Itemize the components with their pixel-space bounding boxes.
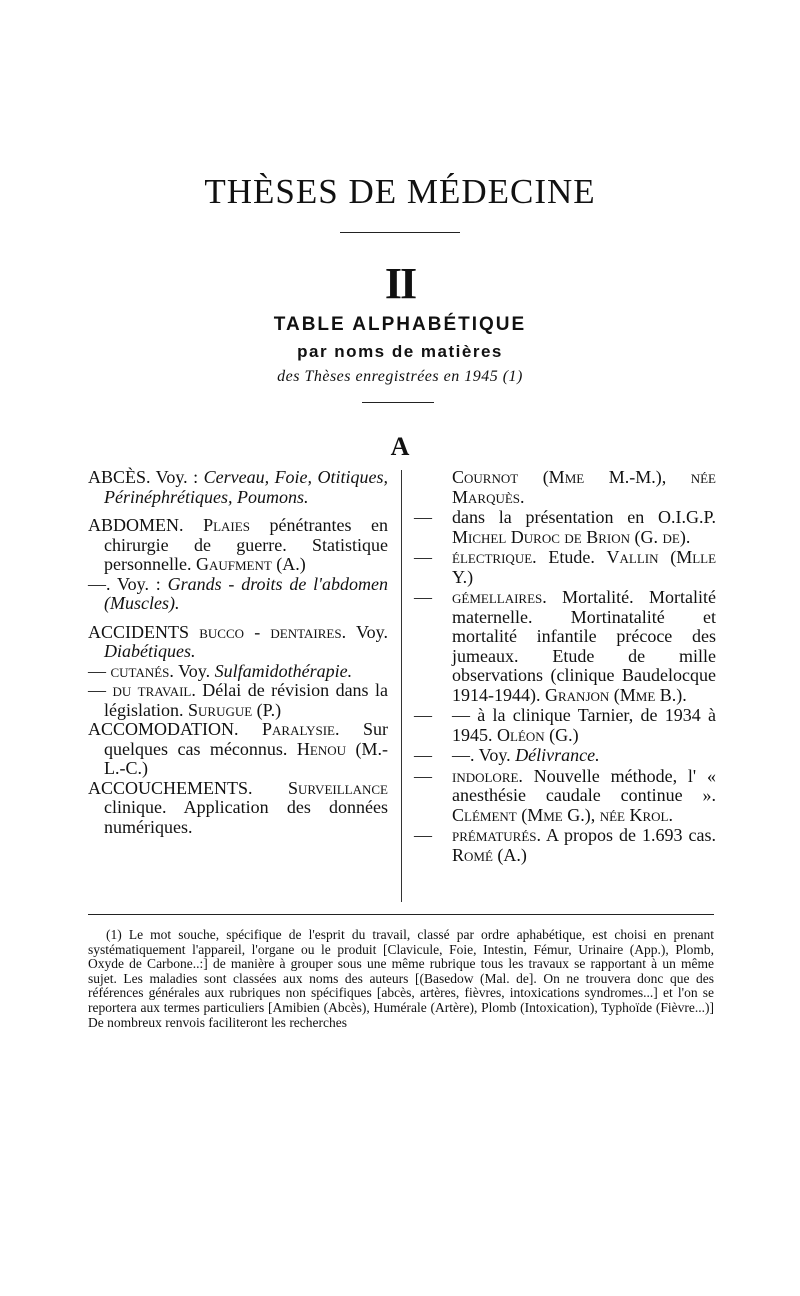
entry-subhead: électrique. — [452, 547, 537, 567]
entry-author: Clément (Mme G.), née Krol. — [452, 804, 673, 825]
entry-indolore — [414, 767, 716, 826]
cross-reference: Grands - droits de l'abdomen (Muscles). — [104, 573, 388, 613]
title-divider — [340, 232, 460, 233]
entry-author: Gaufment (A.) — [195, 554, 306, 574]
entry-subhead: du travail. — [112, 680, 196, 700]
entry-text: — à la clinique Tarnier, de 1934 à 1945. — [452, 705, 716, 745]
see-also: Voy. : — [116, 573, 161, 594]
entry-text: Etude. — [548, 547, 595, 567]
entry-author: Oléon (G.) — [497, 724, 579, 745]
entry-dash: — — [414, 745, 432, 765]
entry-subhead: indolore. — [452, 765, 523, 786]
alphabet-letter: A — [390, 432, 410, 461]
right-column — [414, 468, 716, 866]
entry-text: Sur quelques cas méconnus. — [104, 719, 388, 759]
footnote — [88, 928, 714, 1030]
entry-voy — [414, 746, 716, 766]
entry-dash: — — [414, 765, 432, 786]
entry-dash: — — [88, 660, 106, 681]
entry-dash: — — [414, 587, 432, 607]
entry-gemellaires — [414, 588, 716, 705]
cross-reference: Cerveau, Foie, Otitiques, Périnéphrétiques, Poumons. — [104, 467, 389, 507]
entry-author: Michel Duroc de Brion (G. de). — [452, 526, 691, 547]
page-title: THÈSES DE MÉDECINE — [204, 172, 596, 211]
entry-text: Mortalité. Mortalité maternelle. Mortinatalité et mortalité infantile précoce des jumeaux. Etude de mille observations (clinique Baudelocque 1914-1944). — [452, 587, 716, 705]
entry-subhead: Paralysie. — [262, 719, 340, 739]
entry-subhead: cutanés. — [110, 660, 174, 681]
entry-travail — [88, 681, 388, 720]
entry-dans — [414, 508, 716, 547]
entry-subhead: bucco - dentaires. — [199, 621, 347, 642]
entry-accouchements — [88, 779, 388, 838]
footnote-divider — [88, 914, 714, 915]
heading-divider — [362, 402, 434, 403]
entry-author: Cournot (Mme M.-M.), née Marquès. — [452, 467, 716, 507]
part-number: II — [384, 259, 416, 308]
entry-head: ABDOMEN. — [88, 515, 184, 535]
entry-subhead: gémellaires. — [452, 587, 547, 607]
entry-head: ACCOUCHEMENTS. — [88, 777, 253, 798]
entry-accomodation — [88, 720, 388, 779]
entry-head: ACCOMODATION. — [88, 719, 239, 739]
entry-cournot — [414, 468, 716, 507]
entry-text: A propos de 1.693 cas. — [546, 825, 716, 845]
entry-text: dans la présentation en O.I.G.P. — [452, 507, 716, 527]
entry-dash: — — [88, 680, 106, 700]
entry-author: Granjon (Mme B.). — [545, 684, 687, 705]
entry-tarnier — [414, 706, 716, 745]
entry-accidents — [88, 623, 388, 662]
cross-reference: Délivrance. — [515, 745, 600, 765]
see-also: Voy. — [355, 621, 388, 642]
entry-cutanes — [88, 662, 388, 682]
see-also: Voy. : — [155, 467, 199, 487]
see-also: Voy. — [178, 660, 211, 681]
cross-reference: Sulfamidothérapie. — [214, 660, 353, 681]
entry-subhead: Plaies — [203, 515, 250, 535]
entry-text: Nouvelle méthode, l' « anesthésie caudale continue ». — [452, 765, 716, 805]
entry-author: Romé (A.) — [452, 844, 527, 865]
entry-abces — [88, 468, 388, 507]
entry-head: ACCIDENTS — [88, 621, 190, 642]
entry-abdomen-see — [88, 575, 388, 614]
entry-text: pénétrantes en chirurgie de guerre. Statistique personnelle. — [104, 515, 388, 574]
entry-abdomen — [88, 516, 388, 575]
entry-author: Surugue (P.) — [188, 699, 282, 720]
entry-dash: — — [414, 547, 432, 567]
see-also: —. Voy. — [452, 745, 511, 765]
entry-electrique — [414, 548, 716, 587]
left-column — [88, 468, 388, 846]
entry-subhead: prématurés. — [452, 825, 542, 845]
entry-head: ABCÈS. — [88, 467, 151, 487]
entry-author: Henou (M.-L.-C.) — [104, 738, 388, 778]
cross-reference: Diabétiques. — [104, 641, 196, 661]
section-caption: des Thèses enregistrées en 1945 (1) — [277, 368, 523, 385]
entry-dash: — — [414, 825, 432, 845]
entry-subhead: Surveillance — [288, 777, 388, 798]
entry-dash: — — [414, 705, 432, 725]
footnote-text: (1) Le mot souche, spécifique de l'esprit du travail, classé par ordre aphabétique, est choisi en prenant systématiquement l'appareil, l'organe ou le produit [Clavicule, Foie, Intestin, Fémur, Urinaire (App.), Plomb, Oxyde de Carbone..:] de manière à grouper sous une même rubrique tous les travaux se rapportant à un même sujet. Les maladies sont classées aux noms des auteurs [(Basedow (Mal. de]. On ne trouvera donc que des références générales aux rubriques non spécifiques [abcès, artères, fièvres, intoxications syndromes...] et l'on se reportera aux termes particuliers [Amibien (Abcès), Humérale (Artère), Plomb (Intoxication), Typhoïde (Fièvre...)] De nombreux renvois faciliteront les recherches — [88, 927, 714, 1030]
entry-text: Délai de révision dans la législation. — [104, 680, 388, 720]
column-divider — [401, 470, 402, 902]
entry-dash: —. — [88, 573, 111, 594]
entry-text: clinique. Application des données numériques. — [104, 797, 388, 837]
section-heading: TABLE ALPHABÉTIQUE — [273, 314, 527, 335]
section-subheading: par noms de matières — [297, 342, 503, 361]
entry-author: Vallin (Mlle Y.) — [452, 547, 717, 587]
entry-prematures — [414, 826, 716, 865]
entry-dash: — — [414, 507, 432, 527]
